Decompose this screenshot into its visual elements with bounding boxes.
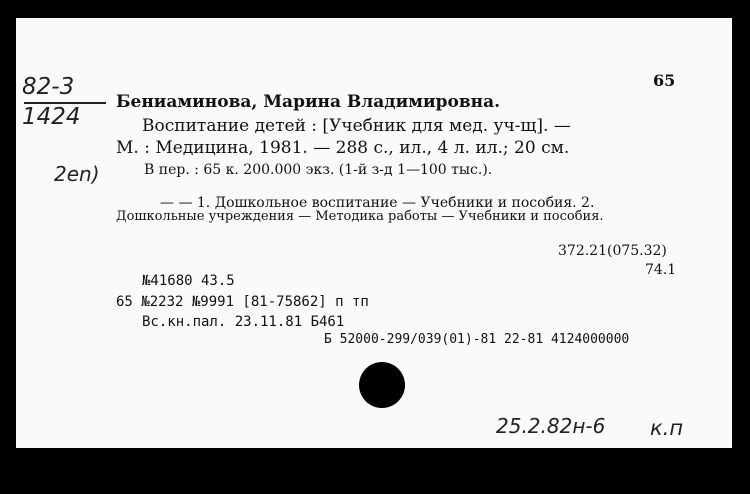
handwritten-initials: к.п: [650, 416, 684, 440]
reference-line-4: Б 52000-299/039(01)-81 22-81 4124000000: [324, 332, 630, 347]
handwritten-call-number-top: 82-3: [22, 74, 75, 100]
price-circulation: В пер. : 65 к. 200.000 экз. (1-й з-д 1—100 тыс.).: [144, 162, 493, 178]
handwritten-call-number-bottom: 1424: [22, 104, 81, 130]
title-line-1: Воспитание детей : [Учебник для мед. уч-щ]. —: [142, 116, 571, 136]
punch-hole: [359, 362, 405, 408]
author-heading: Бениаминова, Марина Владимировна.: [116, 92, 501, 112]
title-line-2: М. : Медицина, 1981. — 288 с., ил., 4 л. ил.; 20 см.: [116, 138, 570, 158]
bbk-code: 74.1: [645, 262, 677, 278]
subjects-line-1: — — 1. Дошкольное воспитание — Учебники и пособия. 2.: [160, 195, 595, 211]
catalog-card: [16, 18, 732, 448]
subjects-line-2: Дошкольные учреждения — Методика работы — Учебники и пособия.: [116, 209, 604, 224]
udc-code: 372.21(075.32): [558, 243, 667, 259]
reference-line-2: 65 №2232 №9991 [81-75862] п тп: [116, 294, 369, 310]
handwritten-note: 2en): [54, 162, 100, 186]
reference-line-1: №41680 43.5: [142, 273, 235, 289]
page-number: 65: [653, 71, 676, 90]
reference-line-3: Вс.кн.пал. 23.11.81 Б461: [142, 314, 345, 330]
handwritten-date: 25.2.82н-6: [496, 414, 606, 438]
